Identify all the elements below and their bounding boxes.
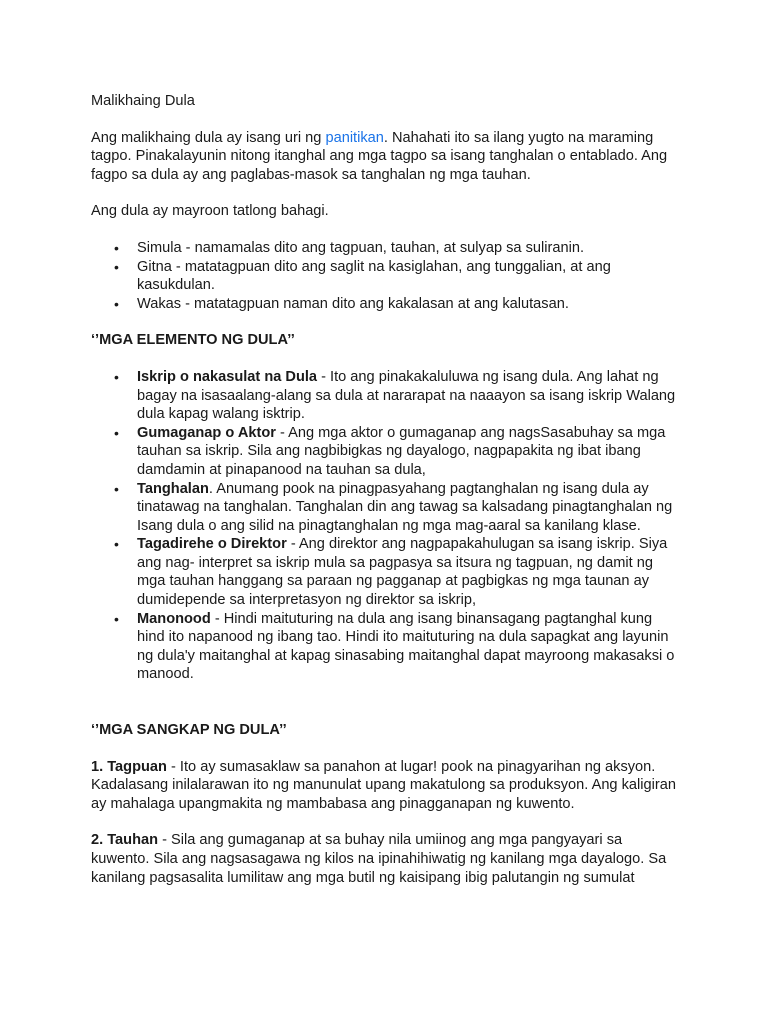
list-item xyxy=(137,368,678,424)
element-term: Tanghalan xyxy=(137,480,209,497)
element-term: Manonood xyxy=(137,610,211,627)
element-description: . Anumang pook na pinagpasyahang pagtanghalan ng isang dula ay tinatawag na tanghalan. Tanghalan din ang tawag sa kalsadang pinagtanghalan ng Isang dula o ang silid na pinagtanghalan ng mga mag-aaral sa kanilang klase. xyxy=(137,480,673,534)
list-item xyxy=(137,424,678,480)
sangkap-term: 1. Tagpuan xyxy=(91,758,167,775)
intro-text-after-link: . Nahahati ito sa ilang yugto na maraming tagpo. Pinakalayunin nitong itanghal ang mga tagpo sa isang tanghalan o entablado. Ang fagpo sa dula ay ang paglabas-masok sa tanghalan ng mga tauhan. xyxy=(91,129,668,183)
sangkap-description: - Ito ay sumasaklaw sa panahon at lugar! pook na pinagyarihan ng aksyon. Kadalasang inilalarawan ito ng manunulat upang makatulong sa produksyon. Ang kaligiran ay mahalaga upangmakita ng mambabasa ang pinagganapan ng kuwento. xyxy=(91,758,676,812)
list-item xyxy=(137,610,678,684)
parts-intro: Ang dula ay mayroon tatlong bahagi. xyxy=(91,203,329,220)
intro-text-before-link: Ang malikhaing dula ay isang uri ng xyxy=(91,129,326,146)
panitikan-link[interactable]: panitikan xyxy=(325,129,384,146)
list-item: • Simula - namamalas dito ang tagpuan, tauhan, at sulyap sa suliranin. xyxy=(137,239,678,258)
element-term: Tagadirehe o Direktor xyxy=(137,536,287,553)
sangkap-term: 2. Tauhan xyxy=(91,832,159,849)
intro-paragraph xyxy=(91,129,678,185)
element-description: - Ang direktor ang nagpapakahulugan sa isang iskrip. Siya ang nag- interpret sa iskrip mula sa pagpasya sa itsura ng tagpuan, ng damit ng mga tauhan hanggang sa paraan ng pagganap at pagbigkas ng mga taunan ay dumidepende sa interpretasyon ng direktor sa iskrip, xyxy=(137,536,668,609)
document-title: Malikhaing Dula xyxy=(91,93,195,109)
sangkap-item xyxy=(91,758,678,814)
sangkap-heading: ‘’MGA SANGKAP NG DULA’’ xyxy=(91,722,287,739)
elements-heading: ‘’MGA ELEMENTO NG DULA’’ xyxy=(91,332,295,349)
list-item: • Wakas - matatagpuan naman dito ang kakalasan at ang kalutasan. xyxy=(137,295,678,314)
element-term: Iskrip o nakasulat na Dula xyxy=(137,368,318,385)
element-description: - Ang mga aktor o gumaganap ang nagsSasabuhay sa mga tauhan sa iskrip. Sila ang nagbibigkas ng dayalogo, nagpapakita ng ibat ibang damdamin at pinapanood na tauhan sa dula, xyxy=(137,424,666,478)
list-item xyxy=(137,535,678,609)
elements-list xyxy=(91,368,678,684)
element-description: - Ito ang pinakakaluluwa ng isang dula. Ang lahat ng bagay na isasaalang-alang sa dula at nararapat na naaayon sa isang iskrip Walang dula kapag walang isktrip. xyxy=(137,368,676,423)
list-item xyxy=(137,480,678,536)
element-term: Gumaganap o Aktor xyxy=(137,424,276,441)
parts-list xyxy=(91,239,678,313)
sangkap-item xyxy=(91,831,678,887)
element-description: - Hindi maituturing na dula ang isang binansagang pagtanghal kung hind ito napanood ng ibang tao. Hindi ito maituturing na dula sapagkat ang layunin ng dula'y maitanghal at kapag sinasabing maitanghal dapat mayroong makasaksi o manood. xyxy=(137,610,675,683)
list-item: • Gitna - matatagpuan dito ang saglit na kasiglahan, ang tunggalian, at ang kasukdulan. xyxy=(137,258,678,295)
sangkap-description: - Sila ang gumaganap at sa buhay nila umiinog ang mga pangyayari sa kuwento. Sila ang nagsasagawa ng kilos na ipinahihiwatig ng kanilang mga dayalogo. Sa kanilang pagsasalita lumilitaw ang mga butil ng kaisipang ibig palutangin ng sumulat xyxy=(91,832,667,886)
